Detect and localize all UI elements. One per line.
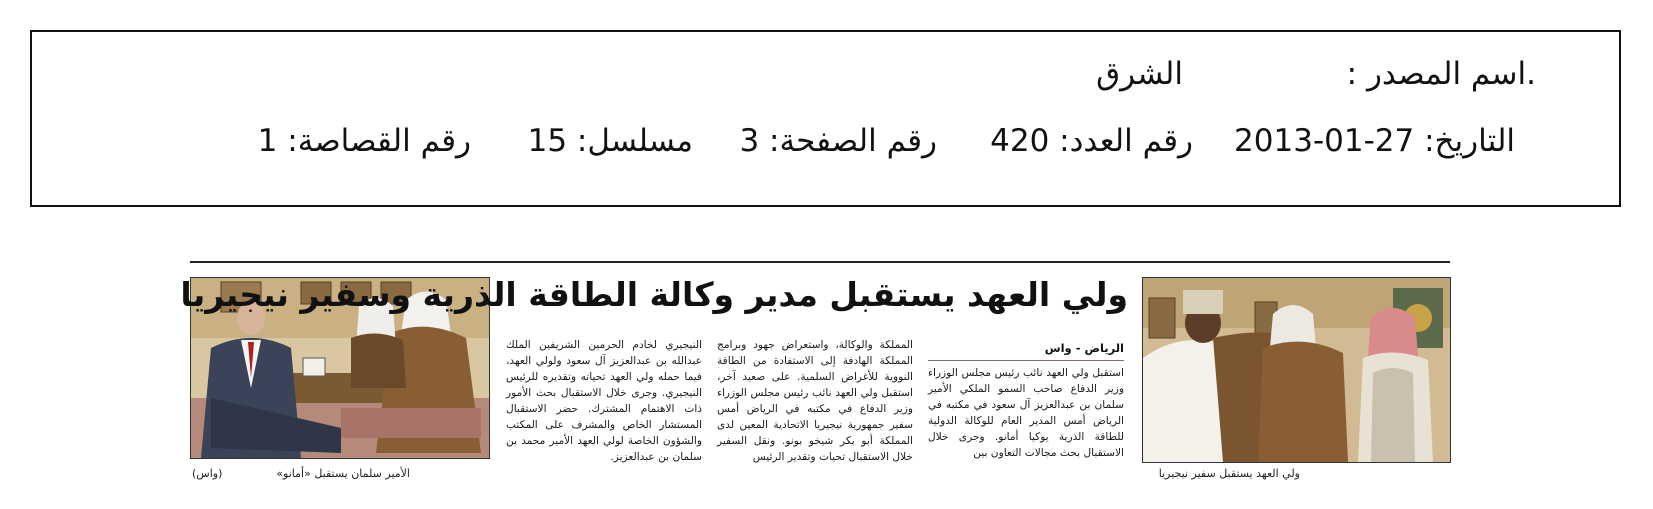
article-column-1 <box>928 365 1124 461</box>
caption-right: ولي العهد يستقبل سفير نيجيريا <box>1158 467 1300 480</box>
column-3-text: النيجيري لخادم الحرمين الشريفين الملك عبدالله بن عبدالعزيز آل سعود ولولي العهد، فيما حمله ولي العهد تحياته وتقديره للرئيس النيجيري. وجرى خلال الاستقبال بحث الأمور ذات الاهتمام المشترك. حضر الاستقبال المستشار الخاص والمشرف على المكتب والشؤون الخاصة لولي العهد الأمير محمد بن سلمان بن عبدالعزيز. <box>506 339 702 463</box>
top-rule <box>190 261 1450 263</box>
article-column-2 <box>717 337 913 465</box>
source-label: .اسم المصدر : <box>1346 56 1536 92</box>
date-field: التاريخ: 27-01-2013 <box>1234 123 1515 159</box>
metadata-box <box>30 30 1621 207</box>
column-1-text: استقبل ولي العهد نائب رئيس مجلس الوزراء وزير الدفاع صاحب السمو الملكي الأمير سلمان بن عبدالعزيز آل سعود في مكتبه في الرياض أمس المدير العام للوكالة الدولية للطاقة الذرية يوكيا أمانو. وجرى خلال الاستقبال بحث مجالات التعاون بين <box>928 367 1124 459</box>
serial-field: مسلسل: 15 <box>527 123 693 159</box>
caption-left: الأمير سلمان يستقبل «أمانو» <box>276 467 410 480</box>
article-headline: ولي العهد يستقبل مدير وكالة الطاقة الذرية وسفير نيجيريا <box>180 275 1128 314</box>
issue-field: رقم العدد: 420 <box>990 123 1193 159</box>
caption-credit: (واس) <box>192 467 223 480</box>
source-value: الشرق <box>1096 56 1183 92</box>
newspaper-clipping <box>180 261 1450 493</box>
photo-nigeria-ambassador <box>1142 277 1451 463</box>
page-field: رقم الصفحة: 3 <box>739 123 937 159</box>
article-column-3 <box>506 337 702 465</box>
clip-field: رقم القصاصة: 1 <box>257 123 471 159</box>
column-2-text: المملكة والوكالة، واستعراض جهود وبرامج المملكة الهادفة إلى الاستفادة من الطاقة النووية للأغراض السلمية. على صعيد آخر، استقبل ولي العهد نائب رئيس مجلس الوزراء وزير الدفاع في مكتبه في الرياض أمس سفير جمهورية نيجيريا الاتحادية المعين لدى المملكة أبو بكر شيخو بونو. ونقل السفير خلال الاستقبال تحيات وتقدير الرئيس <box>717 339 913 463</box>
article-dateline: الرياض - واس <box>1044 341 1124 355</box>
dateline-rule <box>928 360 1124 361</box>
